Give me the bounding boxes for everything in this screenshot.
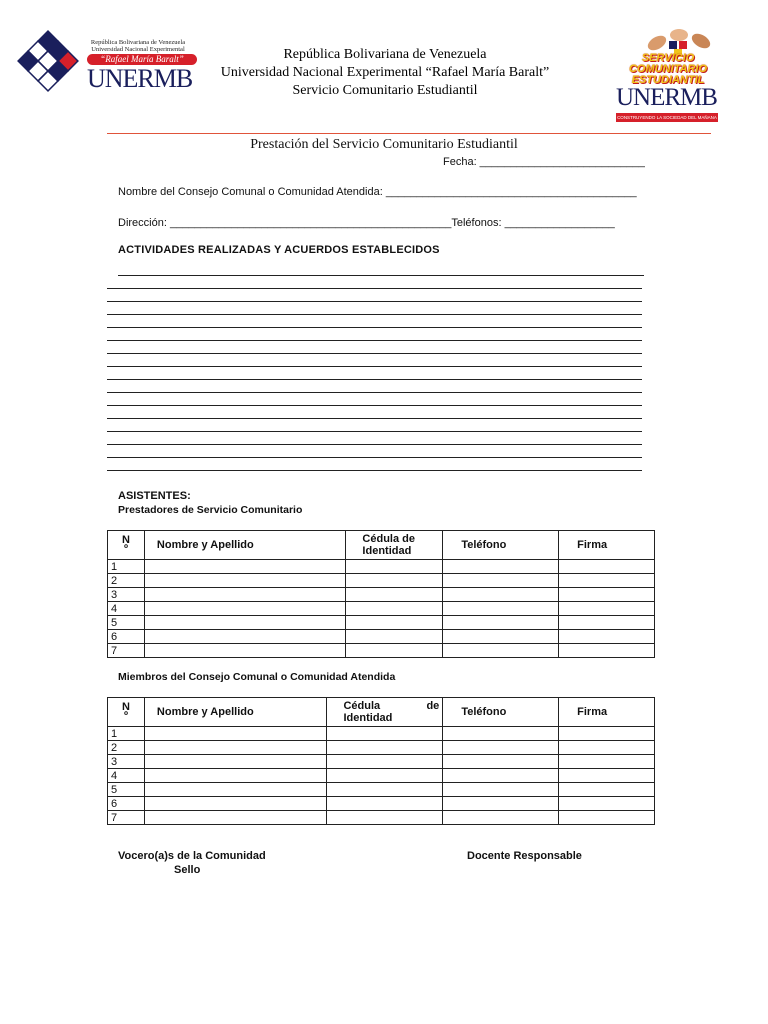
table-row[interactable]: 2 — [108, 574, 655, 588]
diamond-grid-icon — [17, 30, 83, 96]
activity-line[interactable] — [107, 431, 642, 432]
num-header: N º — [108, 531, 145, 560]
table-row[interactable]: 5 — [108, 783, 655, 797]
header-line-2: Universidad Nacional Experimental “Rafael María Baralt” — [220, 65, 550, 80]
cedula-header: Cédula de Identidad — [327, 698, 443, 727]
activity-line[interactable] — [107, 340, 642, 341]
num-header: N º — [108, 698, 145, 727]
logo-wordmark-right: UNERMB — [616, 84, 717, 111]
activity-line[interactable] — [107, 288, 642, 289]
logo-badge: “Rafael María Baralt” — [87, 54, 197, 65]
unermb-logo-left — [17, 26, 193, 104]
table-row[interactable]: 2 — [108, 741, 655, 755]
logo-servicio-text: SERVICIO COMUNITARIO ESTUDIANTIL — [628, 52, 707, 86]
activity-line[interactable] — [107, 353, 642, 354]
logo-wordmark: UNERMB — [87, 64, 193, 93]
activity-line[interactable] — [107, 418, 642, 419]
table-row[interactable]: 5 — [108, 616, 655, 630]
activity-line[interactable] — [107, 366, 642, 367]
activity-line[interactable] — [118, 275, 644, 276]
servicio-comunitario-logo-right — [613, 25, 723, 125]
table-header-row — [108, 698, 655, 727]
direccion-telefonos-field[interactable]: Dirección: ______________________________________________Teléfonos: __________________ — [118, 217, 615, 229]
table-row[interactable]: 7 — [108, 811, 655, 825]
firma-header: Firma — [559, 531, 655, 560]
activity-line[interactable] — [107, 392, 642, 393]
table-row[interactable]: 7 — [108, 644, 655, 658]
table-header-row — [108, 531, 655, 560]
table-row[interactable]: 6 — [108, 797, 655, 811]
telefono-header: Teléfono — [443, 698, 559, 727]
activity-line[interactable] — [107, 314, 642, 315]
prestadores-label: Prestadores de Servicio Comunitario — [118, 504, 303, 516]
header-line-1: República Bolivariana de Venezuela — [283, 47, 487, 62]
table-row[interactable]: 3 — [108, 588, 655, 602]
miembros-table — [107, 697, 655, 825]
activity-line[interactable] — [107, 327, 642, 328]
table-row[interactable]: 1 — [108, 560, 655, 574]
table-row[interactable]: 4 — [108, 769, 655, 783]
table-row[interactable]: 1 — [108, 727, 655, 741]
sello-label: Sello — [174, 864, 201, 876]
header-line-3: Servicio Comunitario Estudiantil — [292, 83, 478, 98]
logo-tagline: CONSTRUYENDO LA SOCIEDAD DEL MAÑANA — [617, 115, 717, 120]
asistentes-label: ASISTENTES: — [118, 490, 191, 502]
document-title: Prestación del Servicio Comunitario Estudiantil — [250, 137, 518, 152]
activity-line[interactable] — [107, 301, 642, 302]
prestadores-table — [107, 530, 655, 658]
table-row[interactable]: 4 — [108, 602, 655, 616]
nombre-header: Nombre y Apellido — [144, 531, 346, 560]
header-titles — [185, 46, 585, 100]
docente-signature-label: Docente Responsable — [467, 850, 582, 862]
activity-line[interactable] — [107, 379, 642, 380]
table-row[interactable]: 6 — [108, 630, 655, 644]
activity-line[interactable] — [107, 405, 642, 406]
telefono-header: Teléfono — [443, 531, 559, 560]
table-row[interactable]: 3 — [108, 755, 655, 769]
firma-header: Firma — [559, 698, 655, 727]
cedula-header: Cédula de Identidad — [346, 531, 443, 560]
activities-heading: ACTIVIDADES REALIZADAS Y ACUERDOS ESTABLECIDOS — [118, 244, 440, 256]
header-divider — [107, 133, 711, 134]
nombre-header: Nombre y Apellido — [144, 698, 327, 727]
fecha-field[interactable]: Fecha: ___________________________ — [443, 156, 645, 168]
voceros-signature-label: Vocero(a)s de la Comunidad — [118, 850, 266, 862]
miembros-label: Miembros del Consejo Comunal o Comunidad Atendida — [118, 671, 396, 683]
activity-line[interactable] — [107, 457, 642, 458]
consejo-comunal-field[interactable]: Nombre del Consejo Comunal o Comunidad Atendida: _________________________________________ — [118, 186, 637, 198]
activity-line[interactable] — [107, 470, 642, 471]
activity-line[interactable] — [107, 444, 642, 445]
logo-republic-text: República Bolivariana de Venezuela Universidad Nacional Experimental — [90, 39, 186, 53]
